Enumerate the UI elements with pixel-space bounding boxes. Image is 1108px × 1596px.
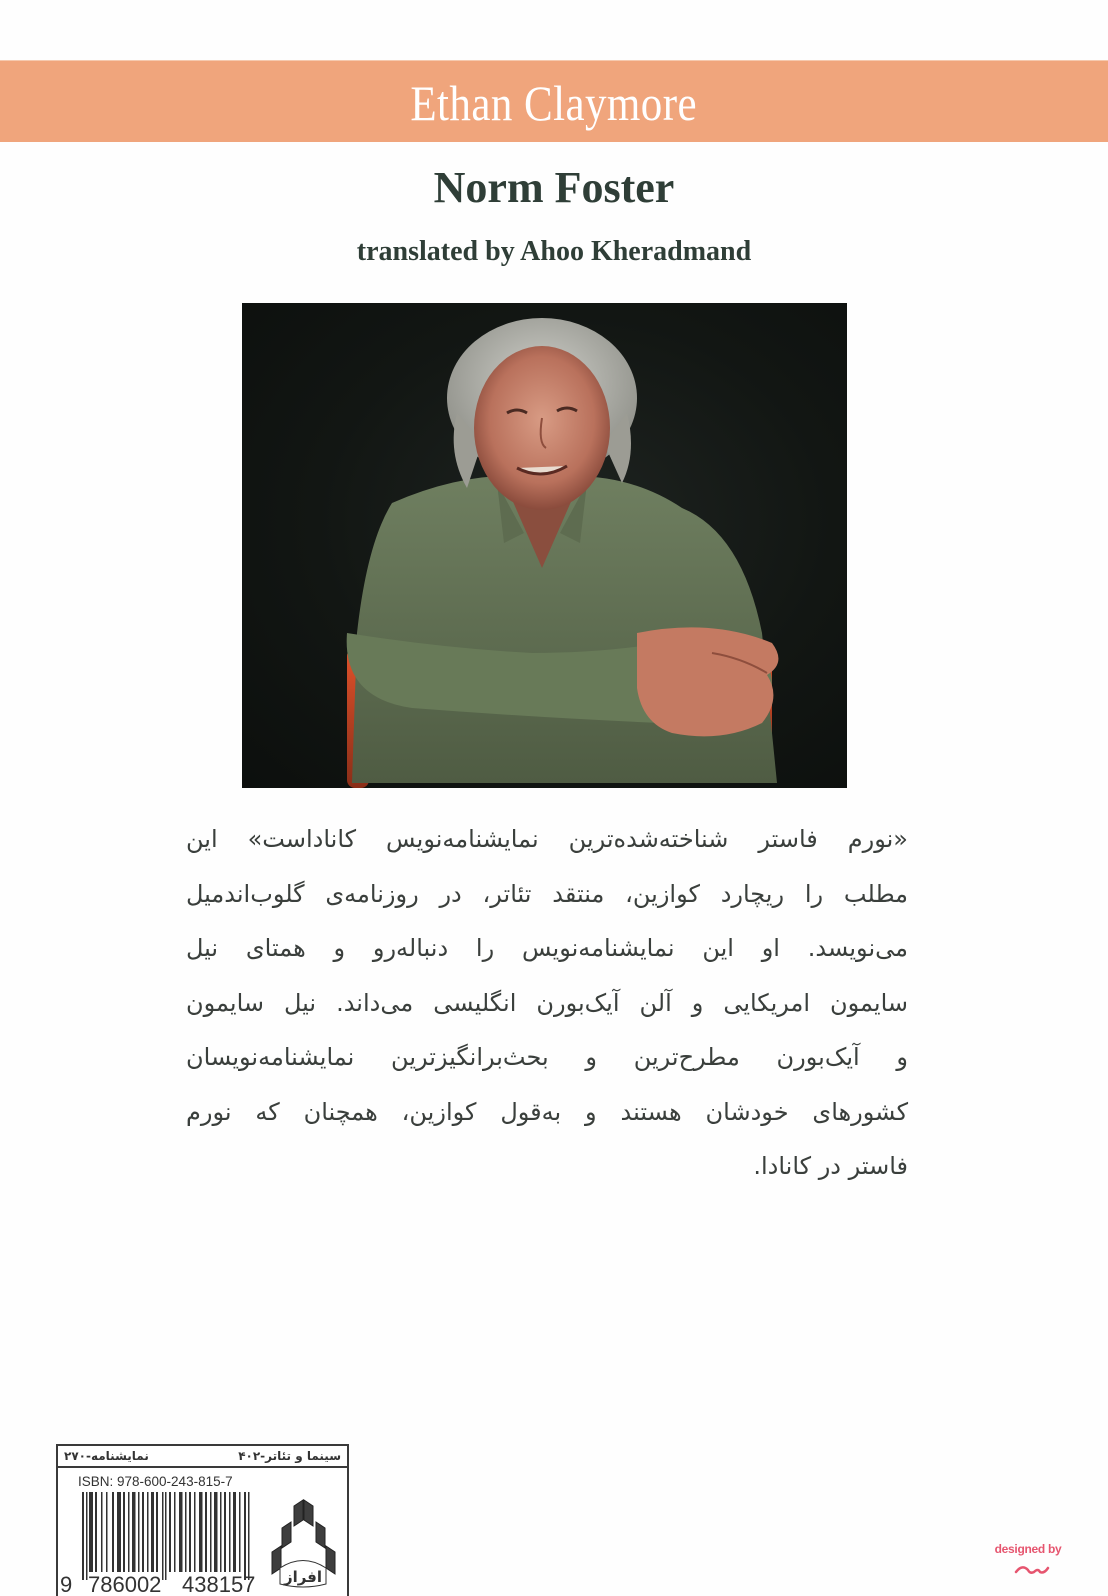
barcode-digit-first: 9 xyxy=(60,1572,73,1596)
publisher-logo-text: افراز xyxy=(283,1568,323,1586)
bio-line: «نورم فاستر شناخته‌شده‌ترین نمایشنامه‌نویس کاناداست» این xyxy=(186,825,908,853)
barcode-icon xyxy=(76,1492,256,1582)
author-bio xyxy=(186,812,908,1194)
designed-by-label: designed by xyxy=(994,1542,1062,1556)
isbn-number: ISBN: 978-600-243-815-7 xyxy=(78,1474,233,1489)
barcode-digits-left: 786002 xyxy=(88,1572,162,1596)
publisher-logo-icon xyxy=(264,1498,342,1590)
series-header xyxy=(58,1446,347,1468)
series-plays: نمایشنامه-۲۷۰ xyxy=(64,1449,149,1463)
isbn-barcode-box xyxy=(56,1444,349,1596)
author-photo xyxy=(242,303,847,788)
portrait-illustration xyxy=(242,303,847,788)
bio-line: و آیک‌بورن مطرح‌ترین و بحث‌برانگیزترین نمایشنامه‌نویسان xyxy=(186,1043,908,1071)
series-cinema-theatre: سینما و تئاتر-۴۰۲ xyxy=(238,1449,341,1463)
translator-line: translated by Ahoo Kheradmand xyxy=(356,236,752,267)
designer-signature-icon xyxy=(1012,1560,1052,1580)
bio-line: سایمون امریکایی و آلن آیک‌بورن انگلیسی می‌داند. نیل سایمون xyxy=(186,988,908,1017)
bio-line: کشورهای خودشان هستند و به‌قول کوازین، همچنان که نورم xyxy=(186,1097,908,1126)
book-title: Ethan Claymore xyxy=(410,74,698,131)
bio-line: مطلب را ریچارد کوازین، منتقد تئاتر، در روزنامه‌ی گلوب‌اندمیل xyxy=(186,879,908,908)
author-name: Norm Foster xyxy=(433,163,675,212)
title-band xyxy=(0,60,1108,142)
barcode-digits-right: 438157 xyxy=(182,1572,256,1596)
bio-line: می‌نویسد. او این نمایشنامه‌نویس را دنباله‌رو و همتای نیل xyxy=(186,934,908,962)
bio-line: فاستر در کانادا. xyxy=(753,1152,908,1180)
barcode-digits xyxy=(60,1572,255,1596)
